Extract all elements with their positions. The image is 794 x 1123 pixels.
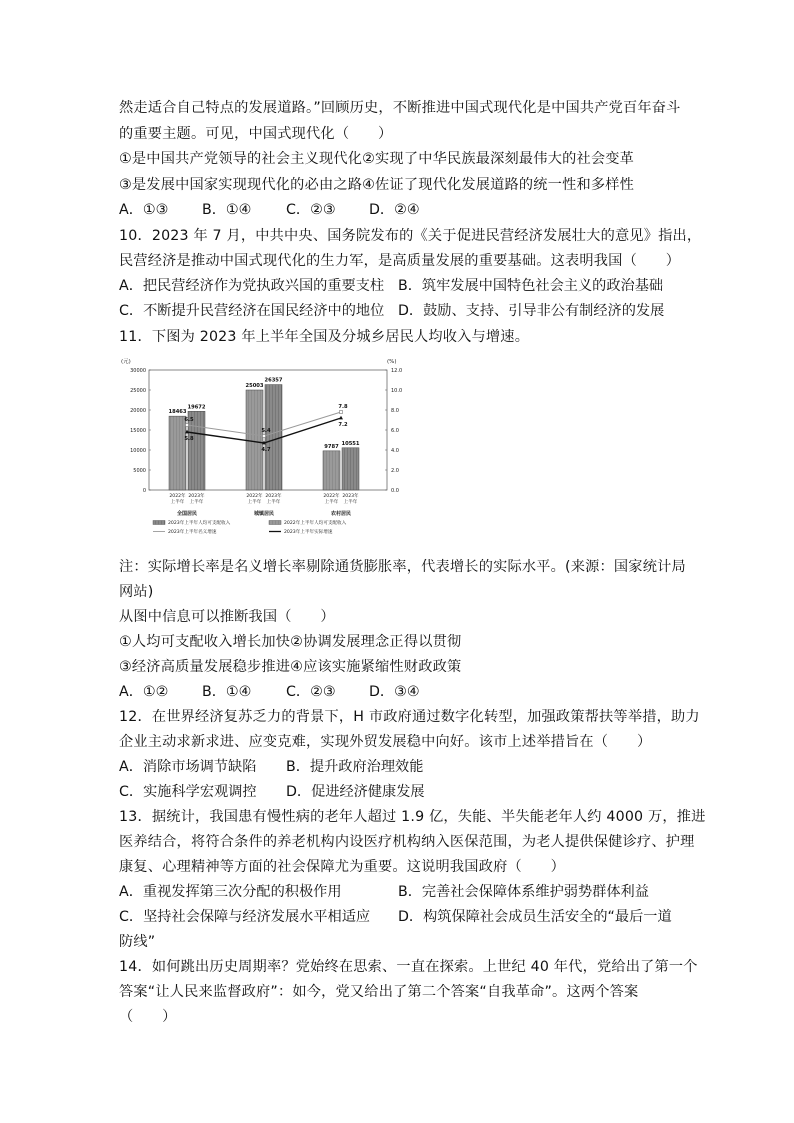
growth-value-label: 7.8 [338, 404, 348, 410]
left-tick-label: 15000 [130, 428, 146, 434]
q13-stem-line1: 13．据统计，我国患有慢性病的老年人超过 1.9 亿，失能、半失能老年人约 4000 万，推进 [119, 809, 706, 825]
q13-stem-line2: 医养结合，将符合条件的养老机构内设医疗机构纳入医保范围，为老人提供保健诊疗、护理 [119, 834, 695, 850]
bar-category-label: 2023年 [342, 494, 359, 499]
q11-stem: 11．下图为 2023 年上半年全国及分城乡居民人均收入与增速。 [119, 329, 530, 345]
right-tick-label: 0.0 [391, 488, 399, 494]
growth-point [339, 416, 343, 420]
bar-value-label: 10551 [341, 440, 360, 447]
bar-category-label: 上半年 [343, 500, 358, 505]
q12-option-b[interactable]: B．提升政府治理效能 [286, 759, 424, 775]
left-tick-label: 30000 [130, 368, 146, 374]
left-tick-label: 25000 [130, 388, 146, 394]
legend-swatch [269, 521, 281, 525]
bar-category-label: 2023年 [188, 494, 205, 499]
q13-option-b[interactable]: B．完善社会保障体系维护弱势群体利益 [398, 884, 649, 900]
q9-option-a[interactable]: A．①③ [119, 202, 169, 218]
growth-point [340, 411, 343, 414]
bar-category-label: 上半年 [324, 500, 339, 505]
q10-option-b[interactable]: B．筑牢发展中国特色社会主义的政治基础 [398, 278, 664, 294]
group-label: 城镇居民 [253, 511, 275, 517]
bar-value-label: 18463 [168, 409, 187, 416]
bar-category-label: 上半年 [266, 500, 281, 505]
legend-label: 2022年上半年人均可支配收入 [284, 521, 347, 526]
income-bar [169, 416, 186, 490]
q13-option-c[interactable]: C．坚持社会保障与经济发展水平相适应 [119, 909, 371, 925]
growth-value-label: 5.4 [261, 428, 271, 434]
growth-point [186, 424, 189, 427]
q12-stem-line2: 企业主动求新求进、应变克难，实现外贸发展稳中向好。该市上述举措旨在（ ） [119, 734, 652, 750]
left-tick-label: 20000 [130, 408, 146, 414]
q12-option-d[interactable]: D．促进经济健康发展 [286, 784, 425, 800]
q11-item-line2: ③经济高质量发展稳步推进④应该实施紧缩性财政政策 [119, 659, 462, 675]
bar-value-label: 9787 [324, 443, 339, 450]
q14-stem-line3: （ ） [119, 1009, 177, 1025]
income-bar [188, 411, 205, 490]
right-tick-label: 12.0 [391, 368, 403, 374]
q12-option-c[interactable]: C．实施科学宏观调控 [119, 784, 257, 800]
right-tick-label: 4.0 [391, 448, 399, 454]
q11-note-line1: 注：实际增长率是名义增长率剔除通货膨胀率，代表增长的实际水平。(来源：国家统计局 [119, 559, 686, 575]
bar-category-label: 2022年 [169, 494, 186, 499]
bar-category-label: 2023年 [265, 494, 282, 499]
bar-category-label: 上半年 [189, 500, 204, 505]
q11-option-d[interactable]: D．③④ [369, 684, 420, 700]
q10-stem-line1: 10．2023 年 7 月，中共中央、国务院发布的《关于促进民营经济发展壮大的意见》指出， [119, 228, 702, 244]
q10-option-d[interactable]: D．鼓励、支持、引导非公有制经济的发展 [398, 303, 665, 319]
q9-option-c[interactable]: C．②③ [286, 202, 336, 218]
legend-label: 2023年上半年人均可支配收入 [168, 521, 231, 526]
q10-stem-line2: 民营经济是推动中国式现代化的生力军，是高质量发展的重要基础。这表明我国（ ） [119, 253, 681, 269]
q9-stem-line2: 的重要主题。可见，中国式现代化（ ） [119, 126, 393, 142]
q11-option-b[interactable]: B．①④ [202, 684, 252, 700]
q13-option-a[interactable]: A．重视发挥第三次分配的积极作用 [119, 884, 342, 900]
left-tick-label: 10000 [130, 448, 146, 454]
left-axis-unit: (元) [121, 359, 131, 365]
legend-swatch [153, 521, 165, 525]
legend-label: 2023年上半年实际增速 [284, 530, 333, 535]
legend-label: 2023年上半年名义增速 [168, 530, 217, 535]
right-axis-unit: (%) [387, 359, 397, 365]
right-tick-label: 2.0 [391, 468, 399, 474]
left-tick-label: 0 [142, 488, 146, 494]
growth-value-label: 4.7 [261, 447, 271, 453]
group-label: 全国居民 [176, 511, 198, 517]
bar-category-label: 2022年 [246, 494, 263, 499]
bar-category-label: 上半年 [247, 500, 262, 505]
right-tick-label: 6.0 [391, 428, 399, 434]
q13-stem-line3: 康复、心理精神等方面的社会保障尤为重要。这说明我国政府（ ） [119, 859, 566, 875]
q9-option-d[interactable]: D．②④ [369, 202, 420, 218]
q13-option-d[interactable]: D．构筑保障社会成员生活安全的“最后一道 [398, 909, 672, 925]
right-tick-label: 10.0 [391, 388, 403, 394]
q12-option-a[interactable]: A．消除市场调节缺陷 [119, 759, 257, 775]
q12-stem-line1: 12．在世界经济复苏乏力的背景下，H 市政府通过数字化转型，加强政策帮扶等举措，助力 [119, 709, 700, 725]
q11-option-a[interactable]: A．①② [119, 684, 169, 700]
growth-value-label: 6.5 [184, 417, 194, 423]
bar-category-label: 上半年 [170, 500, 185, 505]
q14-stem-line2: 答案“让人民来监督政府”：如今，党又给出了第二个答案“自我革命”。这两个答案 [119, 984, 639, 1000]
chart-svg [119, 356, 419, 546]
left-tick-label: 5000 [133, 468, 146, 474]
bar-value-label: 26357 [264, 377, 283, 384]
bar-value-label: 19672 [187, 404, 206, 411]
growth-point [263, 435, 266, 438]
q11-option-c[interactable]: C．②③ [286, 684, 336, 700]
income-bar [246, 390, 263, 490]
group-label: 农村居民 [330, 511, 352, 517]
q11-ask: 从图中信息可以推断我国（ ） [119, 609, 335, 625]
q11-item-line1: ①人均可支配收入增长加快②协调发展理念正得以贯彻 [119, 634, 462, 650]
q10-option-c[interactable]: C．不断提升民营经济在国民经济中的地位 [119, 303, 385, 319]
right-tick-label: 8.0 [391, 408, 399, 414]
q11-note-line2: 网站) [119, 584, 154, 600]
growth-value-label: 7.2 [338, 422, 348, 428]
q14-stem-line1: 14．如何跳出历史周期率？党始终在思索、一直在探索。上世纪 40 年代，党给出了第一个 [119, 959, 698, 975]
growth-value-label: 5.8 [184, 436, 194, 442]
income-growth-chart [119, 356, 419, 546]
q10-option-a[interactable]: A．把民营经济作为党执政兴国的重要支柱 [119, 278, 385, 294]
q9-item-line2: ③是发展中国家实现现代化的必由之路④佐证了现代化发展道路的统一性和多样性 [119, 177, 635, 193]
bar-value-label: 25003 [245, 382, 264, 389]
bar-category-label: 2022年 [323, 494, 340, 499]
income-bar [323, 451, 340, 490]
q13-option-d-continued: 防线” [119, 934, 156, 950]
q9-item-line1: ①是中国共产党领导的社会主义现代化②实现了中华民族最深刻最伟大的社会变革 [119, 151, 635, 167]
income-bar [342, 448, 359, 490]
q9-stem-line1: 然走适合自己特点的发展道路。”回顾历史，不断推进中国式现代化是中国共产党百年奋斗 [119, 100, 681, 116]
q9-option-b[interactable]: B．①④ [202, 202, 252, 218]
